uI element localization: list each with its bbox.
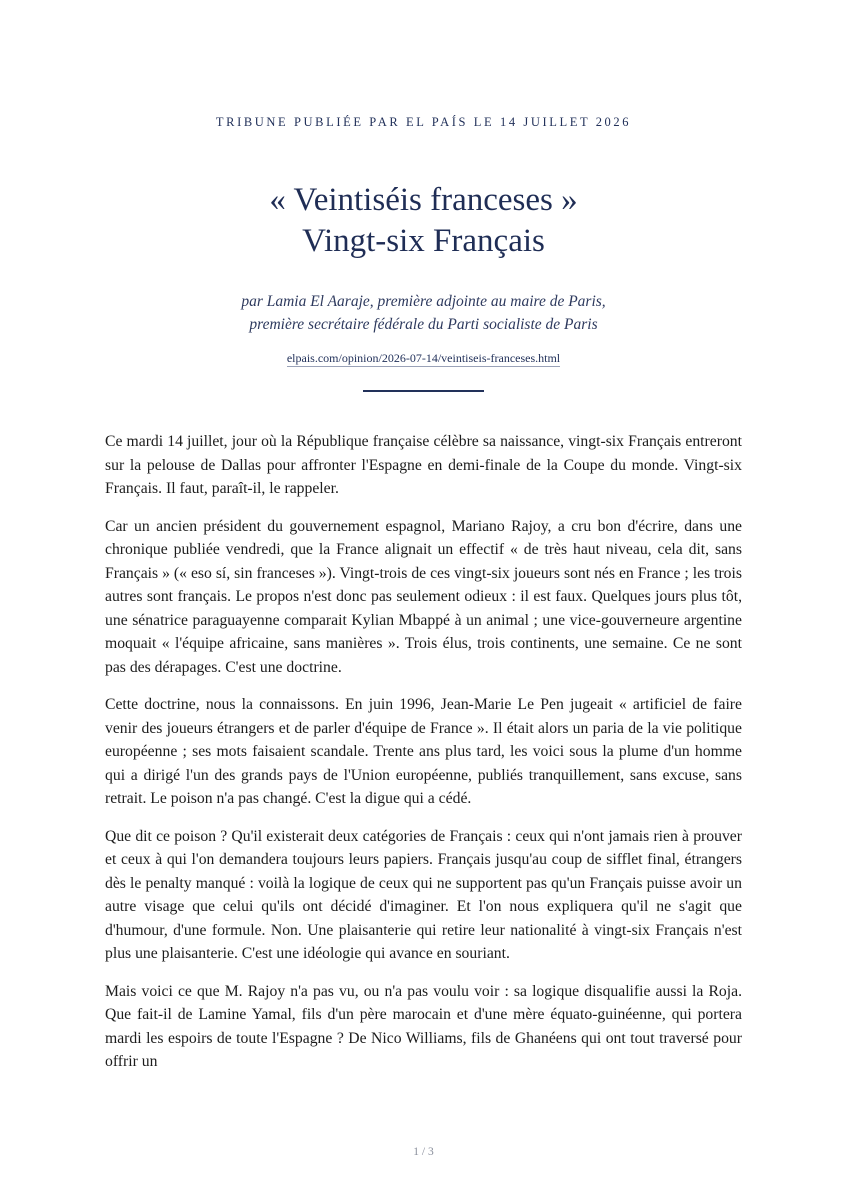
kicker: TRIBUNE PUBLIÉE PAR EL PAÍS LE 14 JUILLET 2026	[215, 115, 632, 129]
paragraph: Car un ancien président du gouvernement espagnol, Mariano Rajoy, a cru bon d'écrire, dans une chronique publiée vendredi, que la France alignait un effectif « de très haut niveau, cela dit, sans Français » (« eso sí, sin franceses »). Vingt-trois de ces vingt-six joueurs sont nés en France ; les trois autres sont français. Le propos n'est donc pas seulement odieux : il est faux. Quelques jours plus tôt, une sénatrice paraguayenne comparait Kylian Mbappé à un animal ; une vice-gouverneure argentine moquait « l'équipe africaine, sans manières ». Trois élus, trois continents, une semaine. Ce ne sont pas des dérapages. C'est une doctrine.	[105, 517, 742, 676]
page-number: 1 / 3	[413, 1146, 434, 1158]
paragraph: Ce mardi 14 juillet, jour où la République française célèbre sa naissance, vingt-six Français entreront sur la pelouse de Dallas pour affronter l'Espagne en demi-finale de la Coupe du monde. Vingt-six Français. Il faut, paraît-il, le rappeler.	[105, 433, 742, 497]
divider	[363, 390, 484, 392]
paragraph: Que dit ce poison ? Qu'il existerait deux catégories de Français : ceux qui n'ont jamais rien à prouver et ceux à qui l'on demandera toujours leurs papiers. Français jusqu'au coup de sifflet final, étrangers dès le penalty manqué : voilà la logique de ceux qui ne supportent pas qu'un Français puisse avoir un autre visage que celui qu'ils ont décidé d'imaginer. Et l'on nous expliquera qu'il ne s'agit que d'humour, d'une formule. Non. Une plaisanterie qui retire leur nationalité à vingt-six Français n'est plus une plaisanterie. C'est une idéologie qui avance en souriant.	[105, 827, 742, 962]
paragraph: Cette doctrine, nous la connaissons. En juin 1996, Jean-Marie Le Pen jugeait « artificiel de faire venir des joueurs étrangers et de parler d'équipe de France ». Il était alors un paria de la vie politique européenne ; ses mots faisaient scandale. Trente ans plus tard, les voici sous la plume d'un homme qui a dirigé l'un des grands pays de l'Union européenne, publiés tranquillement, sans excuse, sans retrait. Le poison n'a pas changé. C'est la digue qui a cédé.	[105, 696, 742, 807]
source-link-text[interactable]: elpais.com/opinion/2026-07-14/veintiseis-franceses.html	[286, 351, 561, 365]
source-link[interactable]	[0, 351, 847, 366]
page-title	[0, 180, 847, 262]
byline-line-2: première secrétaire fédérale du Parti socialiste de Paris	[249, 316, 598, 333]
title-line-french: Vingt-six Français	[302, 223, 545, 259]
article-body	[105, 430, 742, 1088]
byline	[0, 290, 847, 336]
byline-line-1: par Lamia El Aaraje, première adjointe au maire de Paris,	[241, 293, 606, 310]
paragraph: Mais voici ce que M. Rajoy n'a pas vu, ou n'a pas voulu voir : sa logique disqualifie aussi la Roja. Que fait-il de Lamine Yamal, fils d'un père marocain et d'une mère équato-guinéenne, qui portera mardi les espoirs de toute l'Espagne ? De Nico Williams, fils de Ghanéens qui ont tout traversé pour offrir un	[105, 982, 742, 1070]
title-line-spanish: « Veintiséis franceses »	[269, 182, 578, 218]
